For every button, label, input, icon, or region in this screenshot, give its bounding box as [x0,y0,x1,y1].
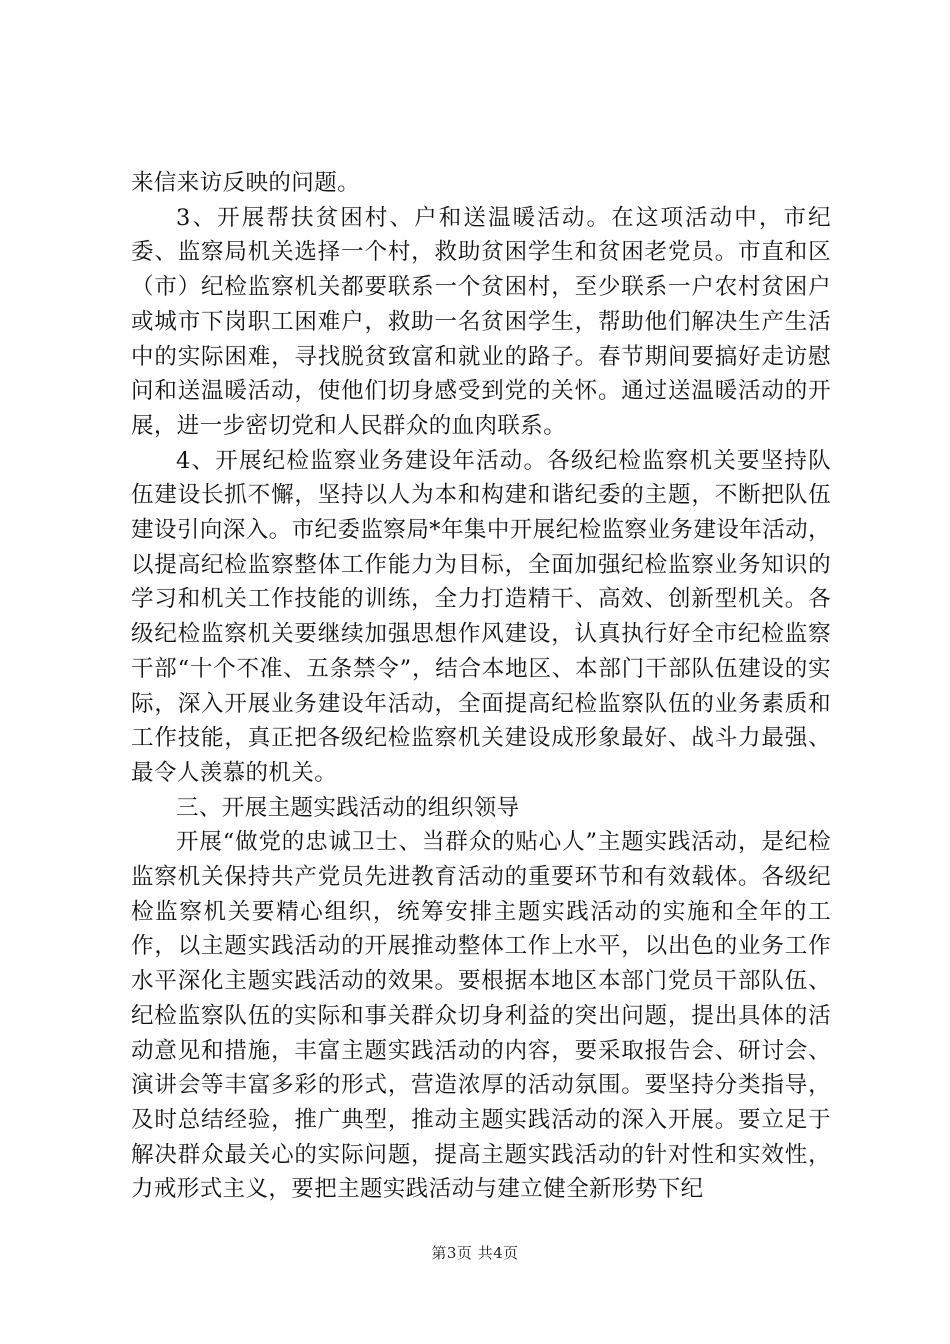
document-body [131,166,831,1207]
paragraph-item-3: 3、开展帮扶贫困村、户和送温暖活动。在这项活动中，市纪委、监察局机关选择一个村，救助贫困学生和贫困老党员。市直和区（市）纪检监察机关都要联系一个贫困村，至少联系一户农村贫困户或城市下岗职工困难户，救助一名贫困学生，帮助他们解决生产生活中的实际困难，寻找脱贫致富和就业的路子。春节期间要搞好走访慰问和送温暖活动，使他们切身感受到党的关怀。通过送温暖活动的开展，进一步密切党和人民群众的血肉联系。 [131,204,831,439]
paragraph-item-4: 4、开展纪检监察业务建设年活动。各级纪检监察机关要坚持队伍建设长抓不懈，坚持以人为本和构建和谐纪委的主题，不断把队伍建设引向深入。市纪委监察局*年集中开展纪检监察业务建设年活动，以提高纪检监察整体工作能力为目标，全面加强纪检监察业务知识的学习和机关工作技能的训练，全力打造精干、高效、创新型机关。各级纪检监察机关要继续加强思想作风建设，认真执行好全市纪检监察干部“十个不准、五条禁令”，结合本地区、本部门干部队伍建设的实际，深入开展业务建设年活动，全面提高纪检监察队伍的业务素质和工作技能，真正把各级纪检监察机关建设成形象最好、战斗力最强、最令人羡慕的机关。 [131,447,831,786]
section-heading: 三、开展主题实践活动的组织领导 [176,794,520,821]
page-number-footer: 第3页 共4页 [431,1244,519,1262]
paragraph-continuation: 来信来访反映的问题。 [131,170,361,196]
paragraph-section-body: 开展“做党的忠诚卫士、当群众的贴心人”主题实践活动，是纪检监察机关保持共产党员先进教育活动的重要环节和有效载体。各级纪检监察机关要精心组织，统筹安排主题实践活动的实施和全年的工作，以主题实践活动的开展推动整体工作上水平，以出色的业务工作水平深化主题实践活动的效果。要根据本地区本部门党员干部队伍、纪检监察队伍的实际和事关群众切身利益的突出问题，提出具体的活动意见和措施，丰富主题实践活动的内容，要采取报告会、研讨会、演讲会等丰富多彩的形式，营造浓厚的活动氛围。要坚持分类指导，及时总结经验，推广典型，推动主题实践活动的深入开展。要立足于解决群众最关心的实际问题，提高主题实践活动的针对性和实效性，力戒形式主义，要把主题实践活动与建立健全新形势下纪 [131,829,831,1203]
